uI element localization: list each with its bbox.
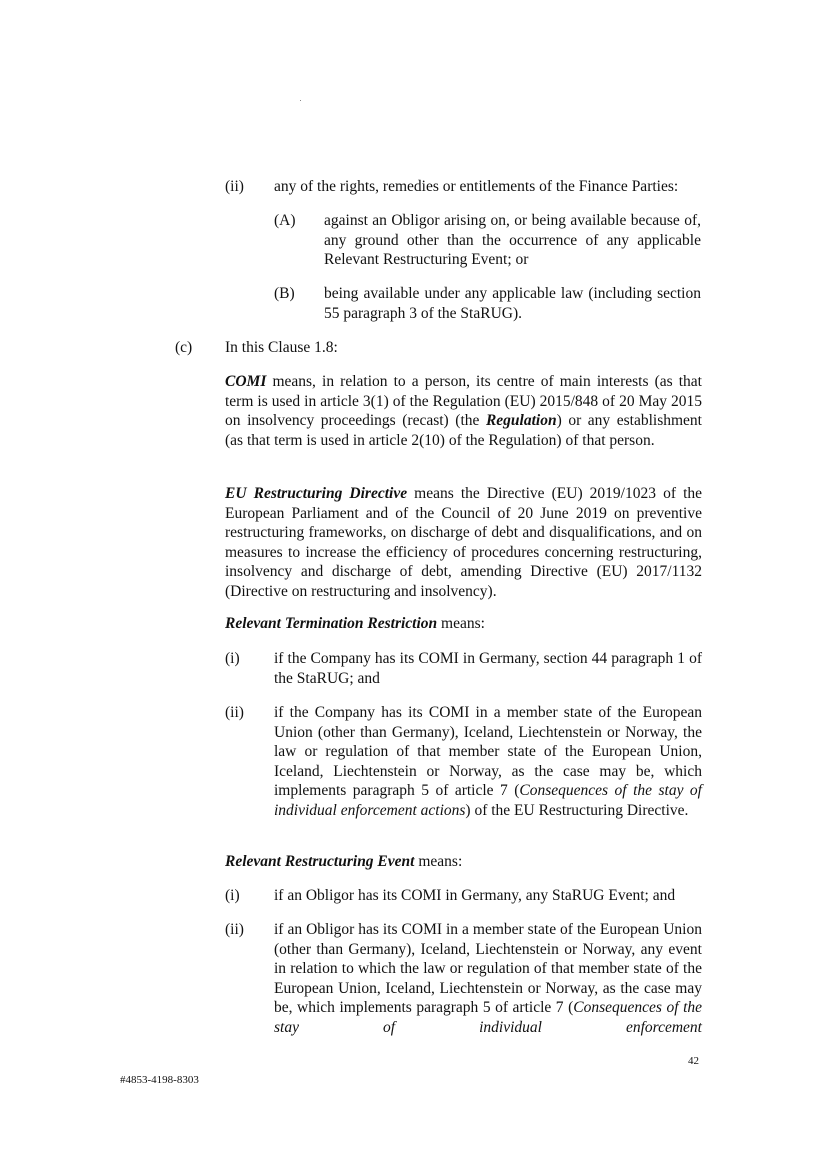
term-comi: COMI xyxy=(225,373,267,390)
item-label-ii: (ii) xyxy=(225,178,244,195)
term-restructuring-event: Relevant Restructuring Event xyxy=(225,853,415,870)
item-text-ii: any of the rights, remedies or entitlements of the Finance Parties: xyxy=(274,178,679,195)
document-id: #4853-4198-8303 xyxy=(120,1074,199,1086)
restructuring-text-i: if an Obligor has its COMI in Germany, any StaRUG Event; and xyxy=(274,887,676,904)
scan-mark xyxy=(300,100,301,101)
sub-text-b: being available under any applicable law (including section 55 paragraph 3 of the StaRUG). xyxy=(324,285,701,322)
term-termination-restriction: Relevant Termination Restriction xyxy=(225,615,438,632)
definition-comi xyxy=(225,372,702,450)
termination-ii-italic: Consequences of the stay of individual enforcement actions xyxy=(274,782,702,819)
termination-ii-text-2: ) of the EU Restructuring Directive. xyxy=(465,801,689,819)
definition-termination-heading xyxy=(225,614,702,634)
definition-eu-directive xyxy=(225,484,702,601)
restructuring-ii-italic: Consequences of the stay of individual enforcement xyxy=(274,999,703,1036)
comi-text-2: ) or any establishment (as that term is used in article 2(10) of the Regulation) of that person. xyxy=(225,412,702,449)
termination-label-i: (i) xyxy=(225,650,240,667)
restructuring-label-i: (i) xyxy=(225,887,240,904)
restructuring-label-ii: (ii) xyxy=(225,921,244,938)
restructuring-ii-text-1: if an Obligor has its COMI in a member state of the European Union (other than Germany), Iceland, Liechtenstein or Norway, any event in relation to which the law or regulation of that member state of the European Union, Iceland, Liechtenstein or Norway, as the case may be, which implements paragraph 5 of article 7 ( xyxy=(274,921,702,1016)
restructuring-means: means: xyxy=(414,853,463,870)
termination-text-ii xyxy=(274,703,702,820)
clause-label-c: (c) xyxy=(175,339,193,356)
termination-means: means: xyxy=(437,615,485,632)
sub-text-a: against an Obligor arising on, or being available because of, any ground other than the occurrence of any applicable Relevant Restructuring Event; or xyxy=(324,212,701,268)
restructuring-text-ii xyxy=(274,920,702,1037)
sub-label-a: (A) xyxy=(274,212,296,229)
definition-restructuring-heading xyxy=(225,852,702,872)
sub-label-b: (B) xyxy=(274,285,295,302)
page-number: 42 xyxy=(688,1055,699,1067)
termination-ii-text-1: if the Company has its COMI in a member state of the European Union (other than Germany), Iceland, Liechtenstein or Norway, the law or regulation of that member state of the European Union, Iceland, Liechtenstein or Norway, as the case may be, which implements paragraph 5 of article 7 ( xyxy=(274,704,702,799)
term-eu-directive: EU Restructuring Directive xyxy=(225,485,408,502)
termination-text-i: if the Company has its COMI in Germany, section 44 paragraph 1 of the StaRUG; and xyxy=(274,650,702,687)
termination-label-ii: (ii) xyxy=(225,704,244,721)
comi-text-1: means, in relation to a person, its centre of main interests (as that term is used in article 3(1) of the Regulation (EU) 2015/848 of 20 May 2015 on insolvency proceedings (recast) (the xyxy=(225,373,702,429)
eu-directive-text: means the Directive (EU) 2019/1023 of the European Parliament and of the Council of 20 June 2019 on preventive restructuring frameworks, on discharge of debt and disqualifications, and on measures to increase the efficiency of procedures concerning restructuring, insolvency and discharge of debt, amending Directive (EU) 2017/1132 (Directive on restructuring and insolvency). xyxy=(225,485,703,600)
term-regulation: Regulation xyxy=(485,412,557,429)
clause-intro: In this Clause 1.8: xyxy=(225,339,338,356)
